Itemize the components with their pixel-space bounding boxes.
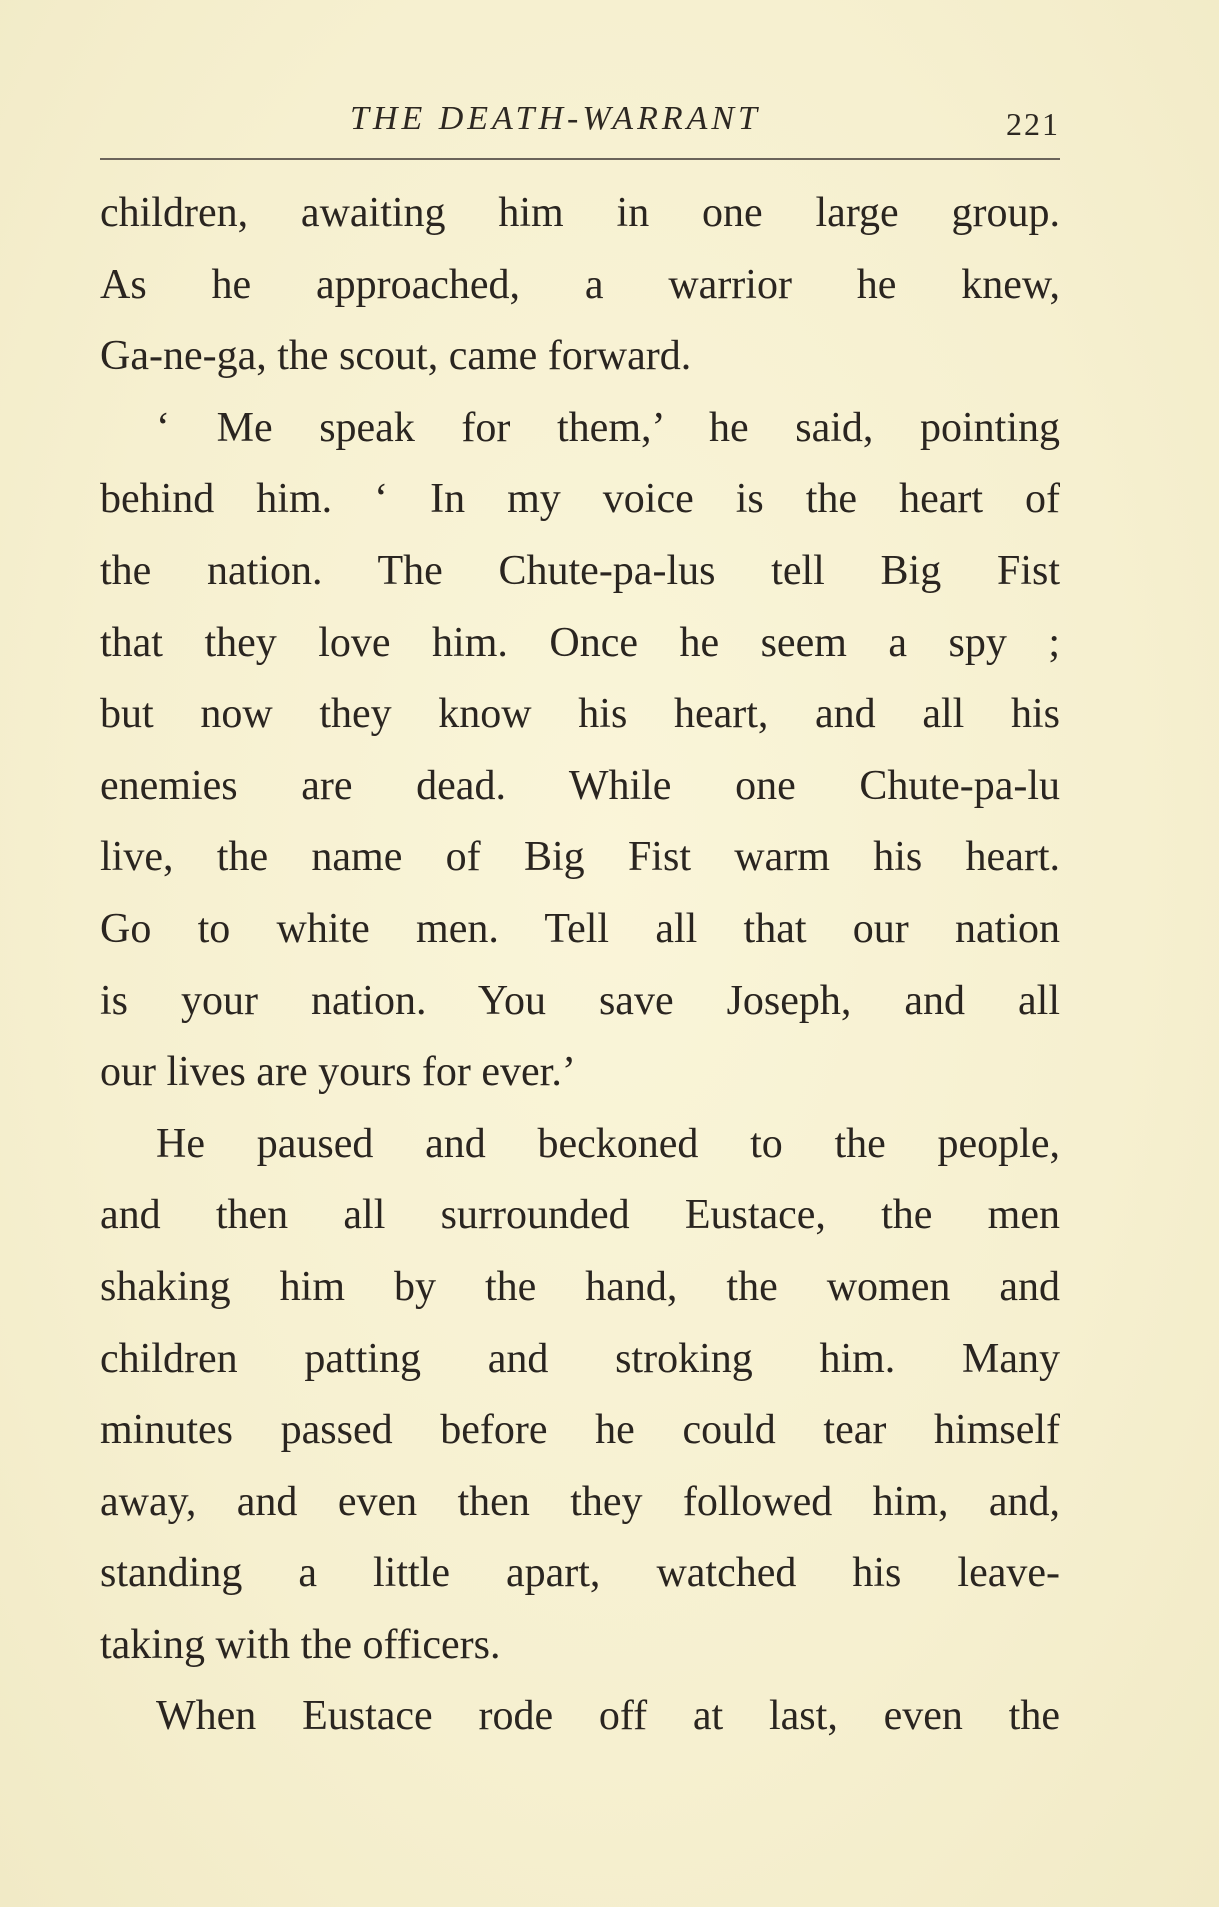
text-line: enemies are dead. While one Chute-pa-lu — [100, 762, 1060, 809]
text-line: our lives are yours for ever.’ — [100, 1049, 576, 1096]
text-line: Go to white men. Tell all that our nation — [100, 905, 1060, 952]
text-line: He paused and beckoned to the people, — [156, 1120, 1060, 1167]
running-head — [100, 100, 1060, 150]
text-line: Ga-ne-ga, the scout, came forward. — [100, 333, 692, 380]
text-line: and then all surrounded Eustace, the men — [100, 1192, 1060, 1239]
text-line: taking with the officers. — [100, 1621, 501, 1668]
text-line: behind him. ‘ In my voice is the heart of — [100, 476, 1060, 523]
text-line: children, awaiting him in one large group. — [100, 190, 1060, 236]
text-line: away, and even then they followed him, and, — [100, 1478, 1060, 1525]
text-line: that they love him. Once he seem a spy ; — [100, 619, 1060, 666]
text-line: live, the name of Big Fist warm his heart. — [100, 834, 1060, 881]
text-line: minutes passed before he could tear himself — [100, 1407, 1060, 1454]
text-line: ‘ Me speak for them,’ he said, pointing — [156, 404, 1060, 451]
body-text — [100, 178, 1060, 1753]
text-line: the nation. The Chute-pa-lus tell Big Fist — [100, 547, 1060, 594]
text-line: As he approached, a warrior he knew, — [100, 261, 1060, 308]
text-line: children patting and stroking him. Many — [100, 1335, 1060, 1382]
page-number: 221 — [1006, 106, 1060, 142]
text-line: is your nation. You save Joseph, and all — [100, 977, 1060, 1024]
text-line: shaking him by the hand, the women and — [100, 1263, 1060, 1310]
text-line: When Eustace rode off at last, even the — [156, 1693, 1060, 1740]
text-line: standing a little apart, watched his leave- — [100, 1550, 1060, 1597]
header-rule — [100, 158, 1060, 160]
chapter-title: THE DEATH-WARRANT — [350, 100, 761, 137]
text-line: but now they know his heart, and all his — [100, 691, 1060, 738]
